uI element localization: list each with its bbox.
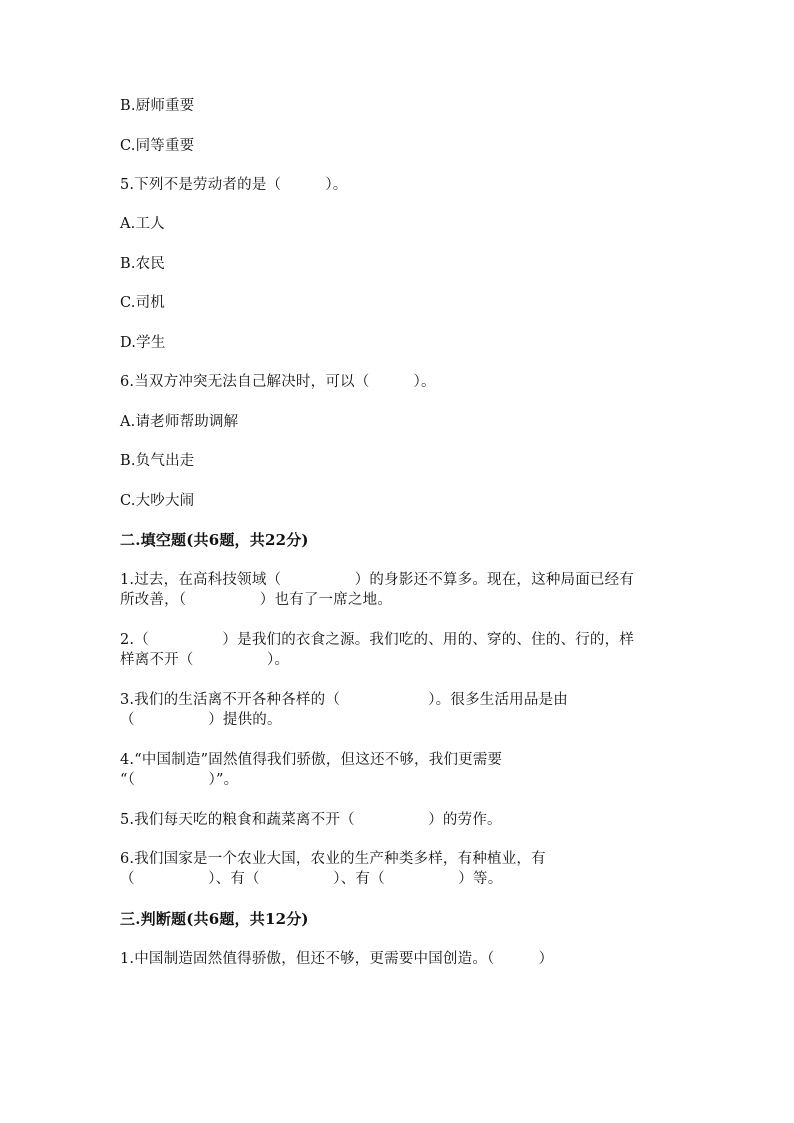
section2-title: 二.填空题(共6题，共22分): [120, 531, 309, 549]
fill-q4-line2: “（ ）”。: [120, 772, 239, 788]
q4-option-c: C.同等重要: [120, 138, 195, 154]
fill-q3-line1: 3.我们的生活离不开各种各样的（ ）。很多生活用品是由: [120, 692, 568, 708]
q5-option-d: D.学生: [120, 335, 166, 351]
judge-q1-line1: 1.中国制造固然值得骄傲，但还不够，更需要中国创造。（ ）: [120, 951, 554, 967]
q6-stem: 6.当双方冲突无法自己解决时，可以（ ）。: [120, 374, 436, 390]
fill-q6-line1: 6.我们国家是一个农业大国，农业的生产种类多样，有种植业，有: [120, 851, 546, 867]
fill-q5-line1: 5.我们每天吃的粮食和蔬菜离不开（ ）的劳作。: [120, 812, 502, 828]
section3-title: 三.判断题(共6题，共12分): [120, 910, 309, 928]
q6-option-c: C.大吵大闹: [120, 493, 195, 509]
fill-q1-line2: 所改善，（ ）也有了一席之地。: [120, 592, 393, 608]
q5-option-a: A.工人: [120, 216, 165, 232]
fill-q2-line2: 样离不开（ ）。: [120, 652, 290, 668]
fill-q3-line2: （ ）提供的。: [120, 712, 282, 728]
q5-stem: 5.下列不是劳动者的是（ ）。: [120, 177, 348, 193]
fill-q2-line1: 2.（ ）是我们的衣食之源。我们吃的、用的、穿的、住的、行的，样: [120, 632, 635, 648]
fill-q4-line1: 4.“中国制造”固然值得我们骄傲，但这还不够，我们更需要: [120, 752, 503, 768]
q5-option-c: C.司机: [120, 295, 165, 311]
q5-option-b: B.农民: [120, 256, 166, 272]
q6-option-b: B.负气出走: [120, 453, 195, 469]
q4-option-b: B.厨师重要: [120, 98, 195, 114]
fill-q6-line2: （ ）、有（ ）、有（ ）等。: [120, 871, 503, 887]
fill-q1-line1: 1.过去，在高科技领域（ ）的身影还不算多。现在，这种局面已经有: [120, 572, 635, 588]
q6-option-a: A.请老师帮助调解: [120, 414, 239, 430]
